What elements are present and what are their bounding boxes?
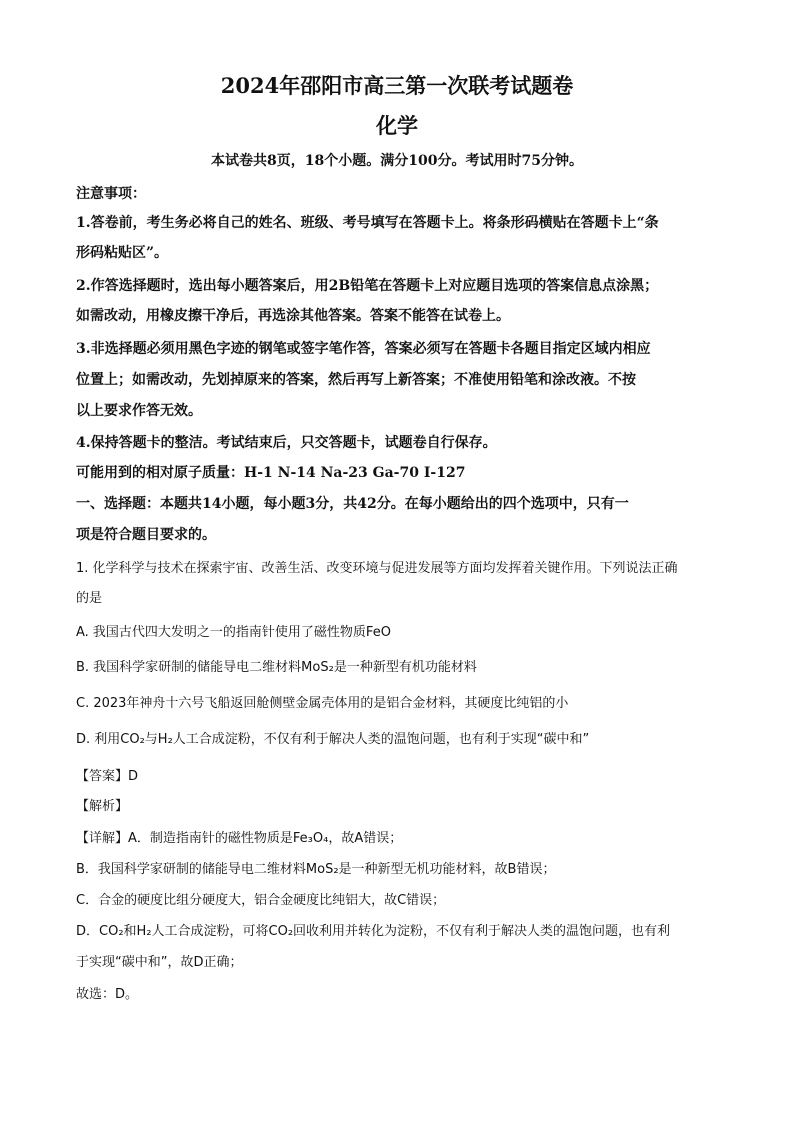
section-heading-cont: 项是符合题目要求的。 bbox=[76, 527, 216, 543]
analysis-line: B．我国科学家研制的储能导电二维材料MoS₂是一种新型无机功能材料，故B错误； bbox=[76, 862, 556, 877]
analysis-line: D．CO₂和H₂人工合成淀粉，可将CO₂回收利用并转化为淀粉，不仅有利于解决人类的温饱问题，也有利 bbox=[76, 924, 671, 939]
analysis-line: 于实现“碳中和”，故D正确； bbox=[76, 955, 243, 970]
question-stem: 1. 化学科学与技术在探索宇宙、改善生活、改变环境与促进发展等方面均发挥着关键作用。下列说法正确 bbox=[76, 561, 678, 576]
option-a: A. 我国古代四大发明之一的指南针使用了磁性物质FeO bbox=[76, 625, 391, 640]
exam-info: 本试卷共8页，18个小题。满分100分。考试用时75分钟。 bbox=[211, 153, 583, 169]
analysis-conclusion: 故选：D。 bbox=[76, 987, 139, 1002]
option-d: D. 利用CO₂与H₂人工合成淀粉，不仅有利于解决人类的温饱问题，也有利于实现“碳中和” bbox=[76, 732, 590, 747]
subject-title: 化学 bbox=[376, 113, 418, 138]
note-line: 如需改动，用橡皮擦干净后，再选涂其他答案。答案不能答在试卷上。 bbox=[76, 308, 510, 324]
note-line: 位置上；如需改动，先划掉原来的答案，然后再写上新答案；不准使用铅笔和涂改液。不按 bbox=[76, 372, 636, 388]
note-line: 以上要求作答无效。 bbox=[76, 403, 202, 419]
question-stem-cont: 的是 bbox=[76, 591, 103, 606]
option-b: B. 我国科学家研制的储能导电二维材料MoS₂是一种新型有机功能材料 bbox=[76, 660, 477, 675]
notes-heading: 注意事项： bbox=[76, 186, 146, 202]
atomic-mass-line: 可能用到的相对原子质量：H-1 N-14 Na-23 Ga-70 I-127 bbox=[76, 465, 466, 481]
note-line: 1.答卷前，考生务必将自己的姓名、班级、考号填写在答题卡上。将条形码横贴在答题卡上“条 bbox=[76, 215, 659, 231]
analysis-label: 【解析】 bbox=[76, 799, 129, 814]
answer-line bbox=[76, 765, 756, 784]
note-line: 4.保持答题卡的整洁。考试结束后，只交答题卡，试题卷自行保存。 bbox=[76, 435, 497, 451]
answer-value: D bbox=[128, 769, 139, 784]
note-line: 3.非选择题必须用黑色字迹的钢笔或签字笔作答，答案必须写在答题卡各题目指定区域内相应 bbox=[76, 341, 651, 357]
note-line: 形码粘贴区”。 bbox=[76, 245, 169, 261]
note-line: 2.作答选择题时，选出每小题答案后，用2B铅笔在答题卡上对应题目选项的答案信息点涂黑； bbox=[76, 278, 659, 294]
exam-title: 2024年邵阳市高三第一次联考试题卷 bbox=[220, 73, 574, 98]
section-heading: 一、选择题：本题共14小题，每小题3分，共42分。在每小题给出的四个选项中，只有一 bbox=[76, 496, 629, 512]
option-c: C. 2023年神舟十六号飞船返回舱侧壁金属壳体用的是铝合金材料，其硬度比纯铝的小 bbox=[76, 696, 569, 711]
analysis-line: 【详解】A．制造指南针的磁性物质是Fe₃O₄，故A错误； bbox=[76, 831, 403, 846]
analysis-line: C．合金的硬度比组分硬度大，铝合金硬度比纯铝大，故C错误； bbox=[76, 893, 446, 908]
answer-label: 【答案】 bbox=[76, 769, 129, 784]
